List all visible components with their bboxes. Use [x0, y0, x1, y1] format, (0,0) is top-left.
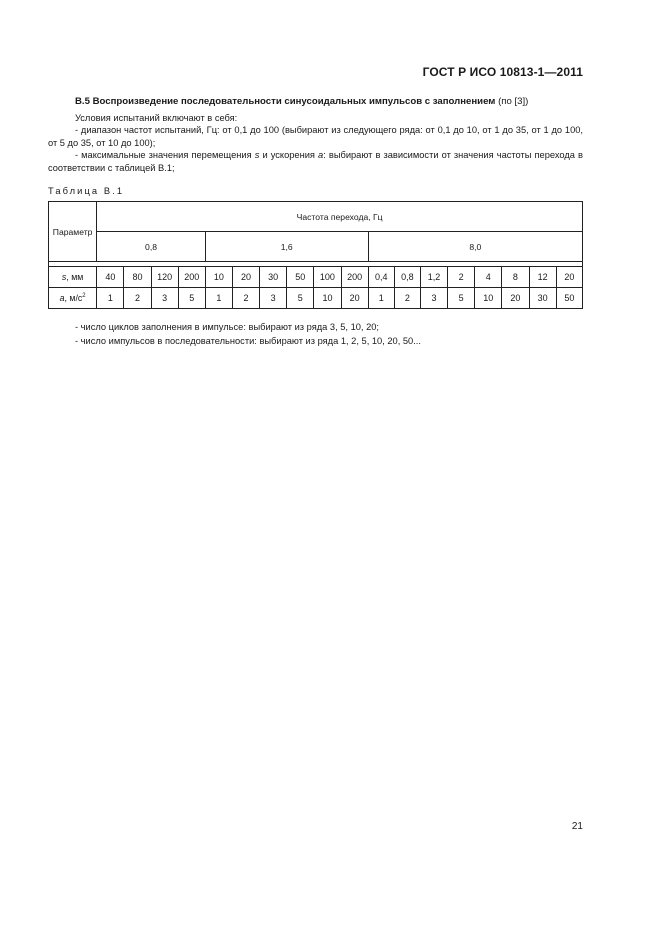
table-cell: 100 — [314, 267, 341, 288]
table-cell: 30 — [529, 288, 556, 309]
group-header: 1,6 — [205, 232, 368, 262]
table-cell: 2 — [232, 288, 259, 309]
section-heading — [75, 95, 590, 108]
section-reference: (по [3]) — [498, 96, 529, 107]
table-cell: 10 — [475, 288, 502, 309]
table-cell: 200 — [178, 267, 205, 288]
var-s: s — [254, 150, 260, 160]
table-cell: 120 — [151, 267, 178, 288]
table-cell: 10 — [314, 288, 341, 309]
group-header: 8,0 — [368, 232, 582, 262]
section-number: В.5 — [75, 96, 90, 107]
list-item: - число циклов заполнения в импульсе: выбирают из ряда 3, 5, 10, 20; — [75, 322, 380, 332]
table-cell: 80 — [124, 267, 151, 288]
var-a: a — [318, 150, 324, 160]
max-values-mid: и ускорения — [262, 150, 315, 160]
table-cell: 1 — [97, 288, 124, 309]
table-cell: 0,4 — [368, 267, 394, 288]
table-cell: 20 — [341, 288, 368, 309]
table-cell: 3 — [420, 288, 447, 309]
row-label-s: s, мм — [49, 267, 97, 288]
table-cell: 8 — [502, 267, 529, 288]
bullet-list — [48, 321, 583, 348]
list-item: - число импульсов в последовательности: выбирают из ряда 1, 2, 5, 10, 20, 50... — [75, 335, 421, 346]
table-cell: 50 — [556, 288, 582, 309]
table-row-a — [49, 288, 583, 309]
paragraph-frequency-range: - диапазон частот испытаний, Гц: от 0,1 до 100 (выбирают из следующего ряда: от 0,1 до 10, от 1 до 35, от 1 до 100, от 5 до 35, от 10 до 100); — [48, 125, 583, 148]
table-cell: 1 — [368, 288, 394, 309]
table-cell: 2 — [124, 288, 151, 309]
table-cell: 5 — [287, 288, 314, 309]
table-cell: 50 — [287, 267, 314, 288]
table-cell: 4 — [475, 267, 502, 288]
table-cell: 40 — [97, 267, 124, 288]
document-code: ГОСТ Р ИСО 10813-1—2011 — [422, 65, 583, 79]
table-cell: 2 — [394, 288, 420, 309]
table-cell: 2 — [448, 267, 475, 288]
frequency-header: Частота перехода, Гц — [97, 202, 583, 232]
page-number: 21 — [571, 821, 583, 832]
row-label-a: a, $м/с^2$ — [49, 288, 97, 309]
frequency-table — [48, 201, 583, 309]
table-cell: 1,2 — [420, 267, 447, 288]
table-caption: Таблица В.1 — [48, 186, 125, 196]
table-cell: 12 — [529, 267, 556, 288]
table-cell: 10 — [205, 267, 232, 288]
table-row-s — [49, 267, 583, 288]
param-header: Параметр — [49, 202, 97, 262]
table-cell: 5 — [448, 288, 475, 309]
table-cell: 3 — [260, 288, 287, 309]
paragraph-intro: Условия испытаний включают в себя: — [75, 113, 238, 123]
table-cell: 20 — [502, 288, 529, 309]
group-header: 0,8 — [97, 232, 206, 262]
table-cell: 20 — [556, 267, 582, 288]
table-cell: 3 — [151, 288, 178, 309]
table-cell: 5 — [178, 288, 205, 309]
section-title: Воспроизведение последовательности синусоидальных импульсов с заполнением — [92, 96, 496, 107]
table-cell: 200 — [341, 267, 368, 288]
table-cell: 0,8 — [394, 267, 420, 288]
max-values-suffix: : выбирают в зависимости от значения частоты перехода в соответствии с таблицей В.1; — [48, 150, 583, 173]
table-cell: 1 — [205, 288, 232, 309]
table-cell: 20 — [232, 267, 259, 288]
paragraph-max-values — [48, 149, 583, 174]
max-values-prefix: - максимальные значения перемещения — [75, 150, 252, 160]
table-cell: 30 — [260, 267, 287, 288]
